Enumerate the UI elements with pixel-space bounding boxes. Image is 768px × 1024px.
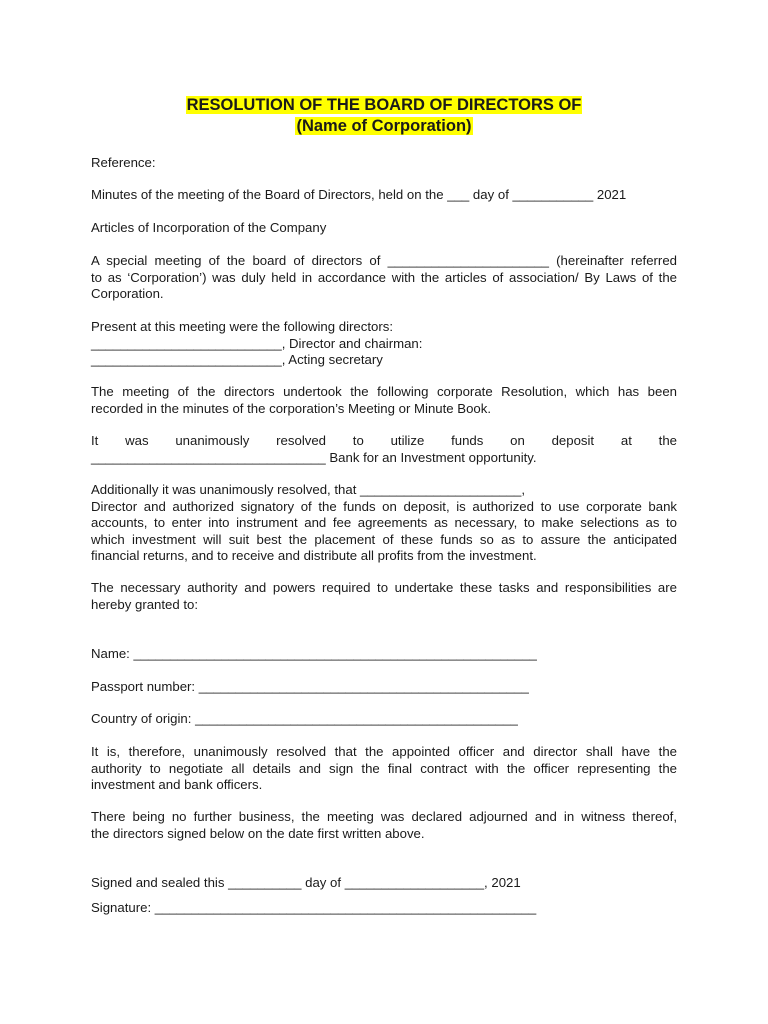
authority-paragraph	[91, 580, 677, 613]
paragraph-line: recorded in the minutes of the corporation’s Meeting or Minute Book.	[91, 400, 491, 416]
title-line-2: (Name of Corporation)	[296, 117, 472, 135]
paragraph-line: accounts, to enter into instrument and fee agreements as necessary, to make selections as to	[91, 515, 677, 530]
paragraph-line: It was unanimously resolved to utilize funds on deposit at the	[91, 433, 677, 448]
negotiate-authority-paragraph	[91, 744, 677, 794]
passport-number-field: Passport number: _____________________________________________	[91, 679, 529, 694]
signed-and-sealed-line: Signed and sealed this __________ day of ___________________, 2021	[91, 875, 521, 890]
funds-resolution-paragraph	[91, 433, 677, 466]
adjournment-paragraph	[91, 809, 677, 842]
paragraph-line: Additionally it was unanimously resolved, that ______________________,	[91, 482, 526, 497]
paragraph-line: which investment will suit best the placement of these funds so as to assure the anticipated	[91, 531, 677, 547]
secretary-line: __________________________, Acting secretary	[91, 352, 383, 367]
paragraph-line: the directors signed below on the date first written above.	[91, 825, 425, 841]
paragraph-line: financial returns, and to receive and distribute all profits from the investment.	[91, 548, 537, 563]
corporate-resolution-paragraph	[91, 384, 677, 417]
special-meeting-paragraph	[91, 253, 677, 303]
paragraph-line: Corporation.	[91, 286, 164, 301]
present-directors-paragraph	[91, 319, 677, 369]
country-of-origin-field: Country of origin: ____________________________________________	[91, 711, 518, 726]
reference-articles: Articles of Incorporation of the Company	[91, 220, 327, 235]
paragraph-line: Present at this meeting were the following directors:	[91, 319, 393, 334]
paragraph-line: The meeting of the directors undertook the following corporate Resolution, which has been	[91, 384, 677, 399]
reference-minutes: Minutes of the meeting of the Board of Directors, held on the ___ day of ___________ 2021	[91, 187, 627, 202]
signature-line: Signature: ____________________________________________________	[91, 900, 537, 915]
paragraph-line: hereby granted to:	[91, 596, 199, 612]
name-field: Name: _______________________________________________________	[91, 646, 537, 661]
paragraph-line: ________________________________ Bank for an Investment opportunity.	[91, 449, 537, 465]
document-subtitle	[0, 116, 768, 136]
chairman-line: __________________________, Director and chairman:	[91, 335, 423, 351]
paragraph-line: There being no further business, the meeting was declared adjourned and in witness thereof,	[91, 809, 677, 824]
paragraph-line: investment and bank officers.	[91, 777, 263, 792]
document-title	[0, 95, 768, 115]
paragraph-line: Director and authorized signatory of the funds on deposit, is authorized to use corporate bank	[91, 498, 677, 514]
paragraph-line: It is, therefore, unanimously resolved that the appointed officer and director shall have the	[91, 744, 677, 759]
paragraph-line: The necessary authority and powers required to undertake these tasks and responsibilities are	[91, 580, 677, 595]
title-line-1: RESOLUTION OF THE BOARD OF DIRECTORS OF	[186, 96, 582, 114]
reference-label: Reference:	[91, 155, 156, 170]
paragraph-line: authority to negotiate all details and sign the final contract with the officer representing the	[91, 760, 677, 776]
additional-resolution-paragraph	[91, 482, 677, 565]
paragraph-line: to as ‘Corporation’) was duly held in accordance with the articles of association/ By Laws of the	[91, 269, 677, 285]
paragraph-line: A special meeting of the board of directors of ______________________ (hereinafter referred	[91, 253, 677, 268]
